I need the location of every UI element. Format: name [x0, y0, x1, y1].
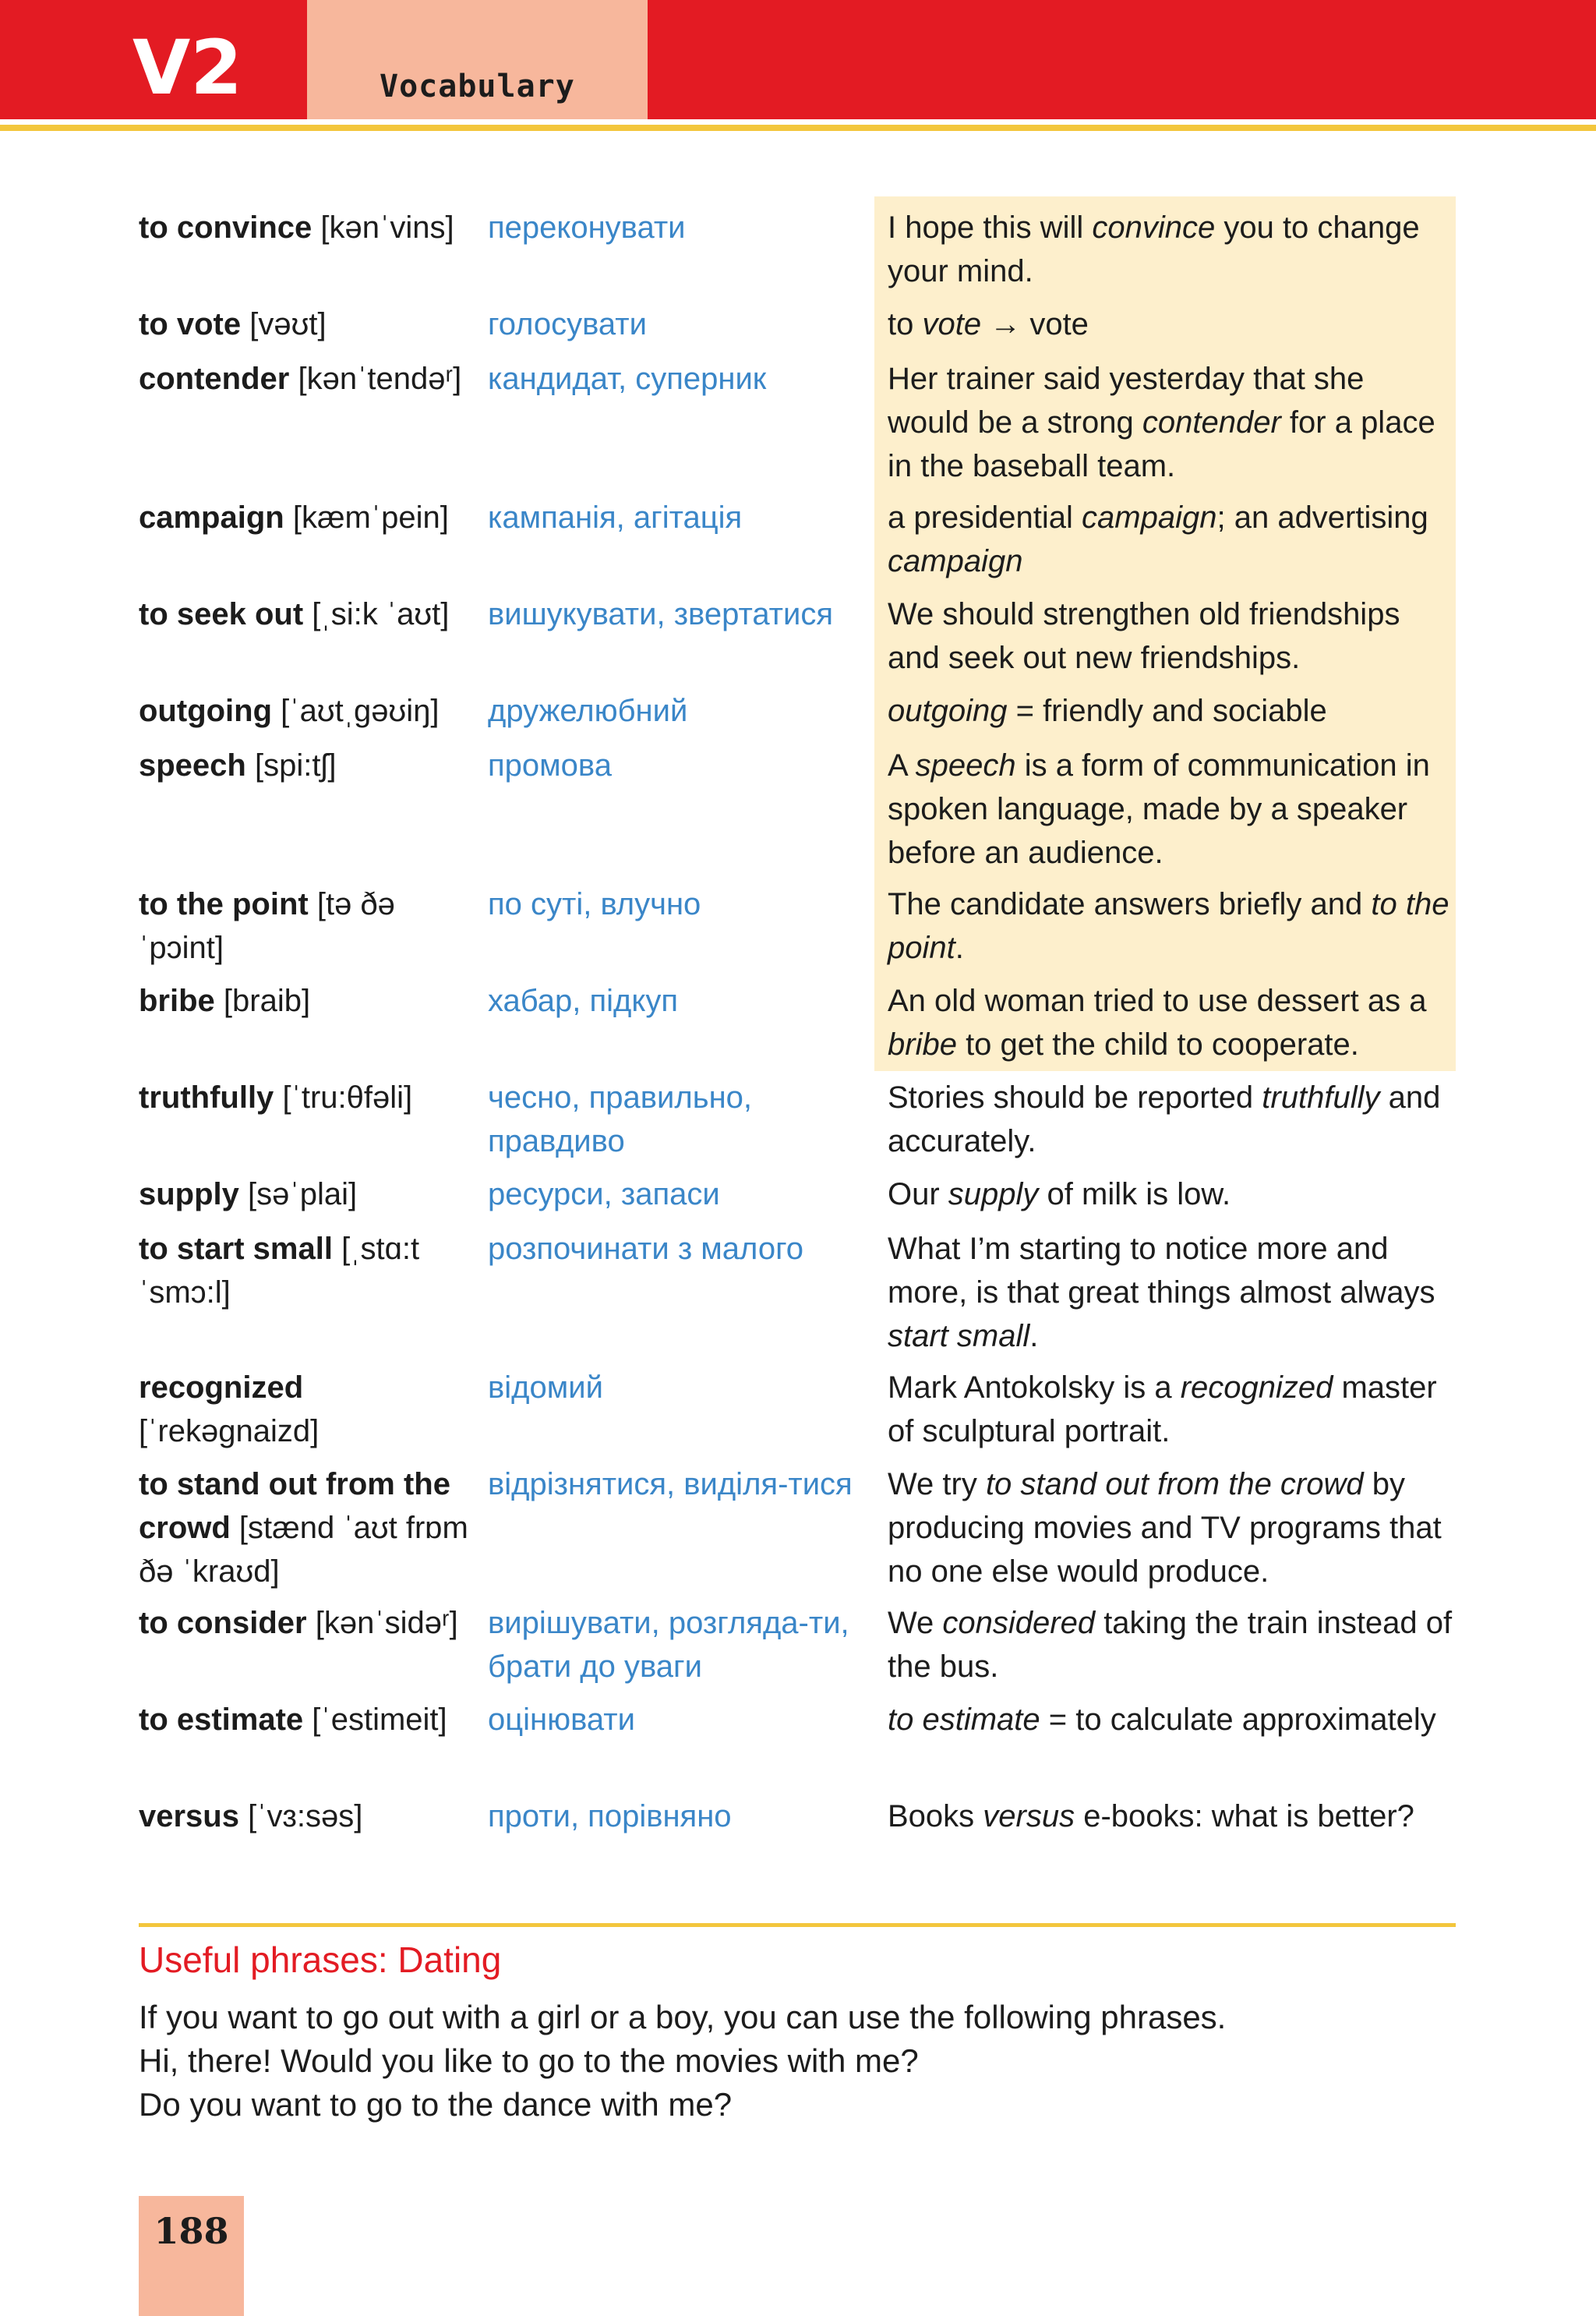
- vocab-example: [888, 1462, 1453, 1593]
- vocab-translation: розпочинати з малого: [488, 1232, 804, 1266]
- useful-phrases-title: Useful phrases: Dating: [139, 1939, 502, 1980]
- example-text: Our: [888, 1177, 948, 1211]
- vocab-translation: кампанія, агітація: [488, 500, 743, 535]
- vocab-example: [888, 496, 1453, 583]
- vocab-example: [888, 744, 1453, 875]
- example-emphasis: recognized: [1180, 1370, 1333, 1405]
- example-emphasis: truthfully: [1262, 1080, 1380, 1115]
- example-text: to get the child to cooperate.: [956, 1027, 1359, 1062]
- example-text: I hope this will: [888, 210, 1093, 245]
- vocab-term: [139, 1172, 474, 1216]
- vocab-term: [139, 1076, 474, 1119]
- vocab-translation: вирішувати, розгляда-ти, брати до уваги: [488, 1606, 849, 1684]
- example-text: The candidate answers briefly and: [888, 887, 1372, 921]
- vocab-example: [888, 1076, 1453, 1163]
- vocab-term: [139, 206, 474, 249]
- example-text: Her trainer said yesterday that she would be a strong: [888, 362, 1365, 440]
- vocab-term: [139, 1227, 474, 1314]
- vocab-word: truthfully: [139, 1080, 274, 1115]
- vocab-word: to stand out from the crowd: [139, 1467, 450, 1545]
- example-emphasis: convince: [1092, 210, 1216, 245]
- vocab-phonetic: [spi:tʃ]: [254, 748, 337, 783]
- vocab-phonetic: [kæmˈpein]: [292, 500, 449, 535]
- vocab-example: [888, 302, 1453, 346]
- example-text: An old woman tried to use dessert as a: [888, 984, 1427, 1018]
- vocab-translation: відрізнятися, виділя-тися: [488, 1467, 853, 1501]
- vocab-term: [139, 979, 474, 1023]
- vocab-word: to seek out: [139, 597, 304, 631]
- example-text: What I’m starting to notice more and more, is that great things almost always: [888, 1232, 1435, 1310]
- example-emphasis: bribe: [888, 1027, 957, 1062]
- vocab-word: contender: [139, 362, 290, 396]
- example-text: = to calculate approximately: [1040, 1703, 1436, 1737]
- vocab-word: to estimate: [139, 1703, 304, 1737]
- vocab-term: [139, 302, 474, 346]
- vocab-word: to vote: [139, 307, 242, 341]
- vocab-translation: проти, порівняно: [488, 1799, 732, 1833]
- header-divider: [0, 125, 1596, 131]
- vocab-example: [888, 1366, 1453, 1453]
- phrases-divider: [139, 1923, 1456, 1927]
- example-text: and accurately.: [888, 1080, 1441, 1158]
- example-emphasis: speech: [915, 748, 1016, 783]
- example-emphasis: versus: [983, 1799, 1075, 1833]
- vocab-translation: переконувати: [488, 210, 686, 245]
- vocab-term: [139, 1366, 474, 1453]
- example-text: ; an advertising: [1216, 500, 1428, 535]
- vocab-phonetic: [ˈvɜ:səs]: [248, 1799, 363, 1833]
- vocab-translation: по суті, влучно: [488, 887, 701, 921]
- vocab-phonetic: [ˈaʊtˌgəʊiŋ]: [281, 694, 440, 728]
- vocab-word: campaign: [139, 500, 284, 535]
- vocab-translation: відомий: [488, 1370, 603, 1405]
- example-text: → vote: [981, 307, 1089, 341]
- vocab-word: to convince: [139, 210, 312, 245]
- example-text: by producing movies and TV programs that no one else would produce.: [888, 1467, 1442, 1589]
- vocab-word: outgoing: [139, 694, 273, 728]
- vocab-term: [139, 1462, 474, 1593]
- vocab-term: [139, 882, 474, 970]
- vocab-translation: оцінювати: [488, 1703, 635, 1737]
- vocab-phonetic: [səˈplai]: [248, 1177, 358, 1211]
- vocab-translation: дружелюбний: [488, 694, 688, 728]
- example-text: We: [888, 1606, 943, 1640]
- vocab-example: [888, 1794, 1453, 1838]
- example-text: master of sculptural portrait.: [888, 1370, 1437, 1448]
- example-emphasis: contender: [1142, 405, 1281, 440]
- vocab-translation: кандидат, суперник: [488, 362, 767, 396]
- vocab-phonetic: [kənˈvins]: [320, 210, 454, 245]
- example-emphasis: to stand out from the crowd: [985, 1467, 1364, 1501]
- vocab-phonetic: [ˌsi:k ˈaʊt]: [312, 597, 450, 631]
- example-emphasis: campaign: [888, 544, 1023, 578]
- vocab-example: [888, 979, 1453, 1066]
- phrase-line: Hi, there! Would you like to go to the movies with me?: [139, 2042, 919, 2079]
- vocab-example: [888, 1698, 1453, 1741]
- vocab-example: [888, 882, 1453, 970]
- vocab-phonetic: [ˈestimeit]: [312, 1703, 447, 1737]
- vocab-phonetic: [stænd ˈaʊt frɒm ðə ˈkraʊd]: [139, 1511, 468, 1589]
- vocab-example: [888, 1227, 1453, 1358]
- phrase-line: Do you want to go to the dance with me?: [139, 2086, 733, 2123]
- vocab-word: bribe: [139, 984, 215, 1018]
- vocab-word: to start small: [139, 1232, 333, 1266]
- vocab-phonetic: [kənˈsidəʳ]: [315, 1606, 458, 1640]
- example-emphasis: campaign: [1082, 500, 1217, 535]
- example-text: to: [888, 307, 923, 341]
- vocab-term: [139, 689, 474, 733]
- vocab-example: [888, 206, 1453, 293]
- vocab-translation: промова: [488, 748, 612, 783]
- vocab-translation: хабар, підкуп: [488, 984, 679, 1018]
- vocab-term: [139, 1794, 474, 1838]
- vocab-translation: вишукувати, звертатися: [488, 597, 834, 631]
- vocab-example: [888, 357, 1453, 488]
- vocab-phonetic: [ˈtru:θfəli]: [282, 1080, 413, 1115]
- example-emphasis: to the point: [888, 887, 1449, 965]
- example-text: you to change your mind.: [888, 210, 1420, 288]
- example-emphasis: start small: [888, 1319, 1030, 1353]
- vocab-term: [139, 1698, 474, 1741]
- vocab-phonetic: [kənˈtendəʳ]: [298, 362, 462, 396]
- example-text: Books: [888, 1799, 983, 1833]
- example-text: for a place in the baseball team.: [888, 405, 1435, 483]
- vocab-word: supply: [139, 1177, 239, 1211]
- example-text: a presidential: [888, 500, 1082, 535]
- vocab-term: [139, 496, 474, 539]
- phrase-line: If you want to go out with a girl or a boy, you can use the following phrases.: [139, 1999, 1227, 2035]
- example-text: .: [955, 931, 964, 965]
- example-text: taking the train instead of the bus.: [888, 1606, 1453, 1684]
- vocab-phonetic: [tə ðə ˈpɔint]: [139, 887, 395, 965]
- vocab-translation: голосувати: [488, 307, 647, 341]
- section-title: Vocabulary: [380, 69, 575, 104]
- example-text: of milk is low.: [1038, 1177, 1231, 1211]
- vocab-word: recognized: [139, 1370, 304, 1405]
- example-text: = friendly and sociable: [1007, 694, 1327, 728]
- example-text: A: [888, 748, 916, 783]
- example-text: e-books: what is better?: [1075, 1799, 1414, 1833]
- vocab-term: [139, 592, 474, 636]
- vocab-phonetic: [braib]: [223, 984, 311, 1018]
- vocab-example: [888, 1601, 1453, 1688]
- vocab-translation: ресурси, запаси: [488, 1177, 720, 1211]
- vocab-translation: чесно, правильно, правдиво: [488, 1080, 753, 1158]
- example-text: We should strengthen old friendships and seek out new friendships.: [888, 597, 1400, 675]
- example-text: Stories should be reported: [888, 1080, 1262, 1115]
- vocab-term: [139, 744, 474, 787]
- example-emphasis: vote: [922, 307, 982, 341]
- vocab-word: to the point: [139, 887, 309, 921]
- vocab-example: [888, 689, 1453, 733]
- example-emphasis: considered: [942, 1606, 1096, 1640]
- example-text: is a form of communication in spoken language, made by a speaker before an audience.: [888, 748, 1430, 870]
- page-number: 188: [154, 2210, 229, 2252]
- example-text: We try: [888, 1467, 986, 1501]
- vocab-term: [139, 1601, 474, 1645]
- vocab-phonetic: [vəʊt]: [249, 307, 327, 341]
- vocab-word: to consider: [139, 1606, 307, 1640]
- vocab-word: versus: [139, 1799, 239, 1833]
- vocab-term: [139, 357, 474, 401]
- vocab-example: [888, 1172, 1453, 1216]
- vocab-phonetic: [ˌstɑ:t ˈsmɔ:l]: [139, 1232, 420, 1310]
- vocab-word: speech: [139, 748, 246, 783]
- example-text: .: [1029, 1319, 1039, 1353]
- vocab-example: [888, 592, 1453, 680]
- example-emphasis: to estimate: [888, 1703, 1040, 1737]
- vocab-phonetic: [ˈrekəgnaizd]: [139, 1414, 320, 1448]
- example-emphasis: outgoing: [888, 694, 1008, 728]
- example-emphasis: supply: [948, 1177, 1039, 1211]
- example-text: Mark Antokolsky is a: [888, 1370, 1181, 1405]
- unit-code: V2: [132, 24, 243, 111]
